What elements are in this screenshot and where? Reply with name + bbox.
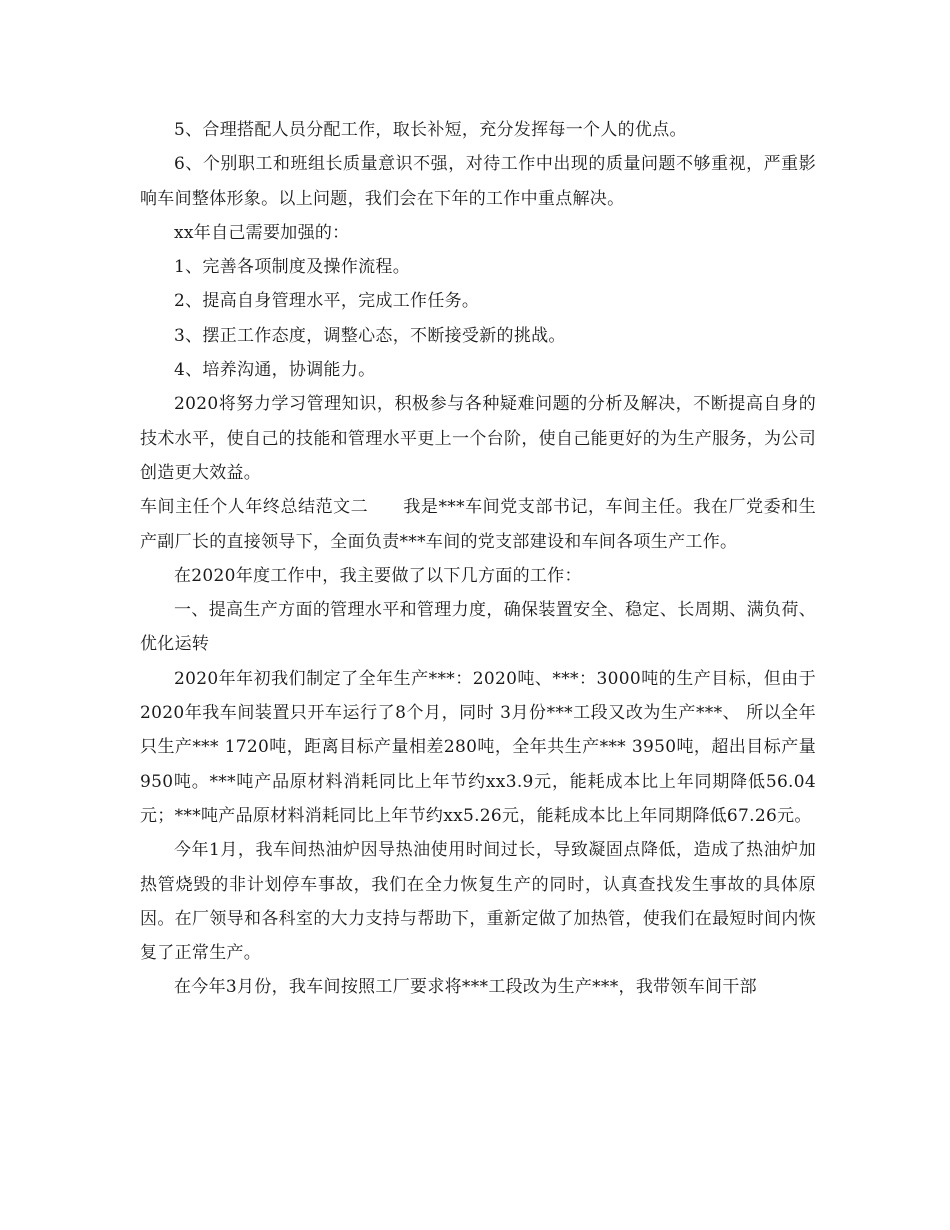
paragraph-1: 5、合理搭配人员分配工作，取长补短，充分发挥每一个人的优点。	[174, 120, 687, 140]
paragraph-14: 在今年3月份，我车间按照工厂要求将***工段改为生产***，我带领车间干部	[174, 977, 757, 998]
paragraph-4: 1、完善各项制度及操作流程。	[174, 257, 411, 278]
paragraph-3: xx年自己需要加强的：	[174, 222, 350, 243]
document-body	[140, 113, 816, 1005]
paragraph-5: 2、提高自身管理水平，完成工作任务。	[174, 291, 480, 312]
paragraph-6: 3、摆正工作态度，调整心态，不断接受新的挑战。	[174, 325, 566, 346]
paragraph-7: 4、培养沟通，协调能力。	[174, 360, 376, 381]
section-heading-paragraph: 车间主任个人年终总结范文二 我是***车间党支部书记，车间主任。我在厂党委和生产副厂长的直接领导下，全面负责***车间的党支部建设和车间各项生产工作。	[140, 497, 816, 552]
paragraph-8: 2020将努力学习管理知识，积极参与各种疑难问题的分析及解决，不断提高自身的技术水平，使自己的技能和管理水平更上一个台阶，使自己能更好的为生产服务，为公司创造更大效益。	[140, 394, 816, 483]
paragraph-13: 今年1月，我车间热油炉因导热油使用时间过长，导致凝固点降低，造成了热油炉加热管烧毁的非计划停车事故，我们在全力恢复生产的同时，认真查找发生事故的具体原因。在厂领导和各科室的大力支持与帮助下，重新定做了加热管，使我们在最短时间内恢复了正常生产。	[140, 840, 816, 964]
paragraph-11: 一、提高生产方面的管理水平和管理力度，确保装置安全、稳定、长周期、满负荷、优化运转	[140, 600, 816, 655]
paragraph-12: 2020年年初我们制定了全年生产***：2020吨、***：3000吨的生产目标，但由于2020年我车间装置只开车运行了8个月，同时 3月份***工段又改为生产***、 所以全年只生产*** 1720吨，距离目标产量相差280吨，全年共生产*** 3950吨，超出目标产量950吨。***吨产品原材料消耗同比上年节约xx3.9元，能耗成本比上年同期降低56.04元；***吨产品原材料消耗同比上年节约xx5.26元，能耗成本比上年同期降低67.26元。	[140, 668, 816, 826]
paragraph-2: 6、个别职工和班组长质量意识不强，对待工作中出现的质量问题不够重视，严重影响车间整体形象。以上问题，我们会在下年的工作中重点解决。	[140, 154, 816, 209]
paragraph-10: 在2020年度工作中，我主要做了以下几方面的工作：	[174, 565, 582, 586]
